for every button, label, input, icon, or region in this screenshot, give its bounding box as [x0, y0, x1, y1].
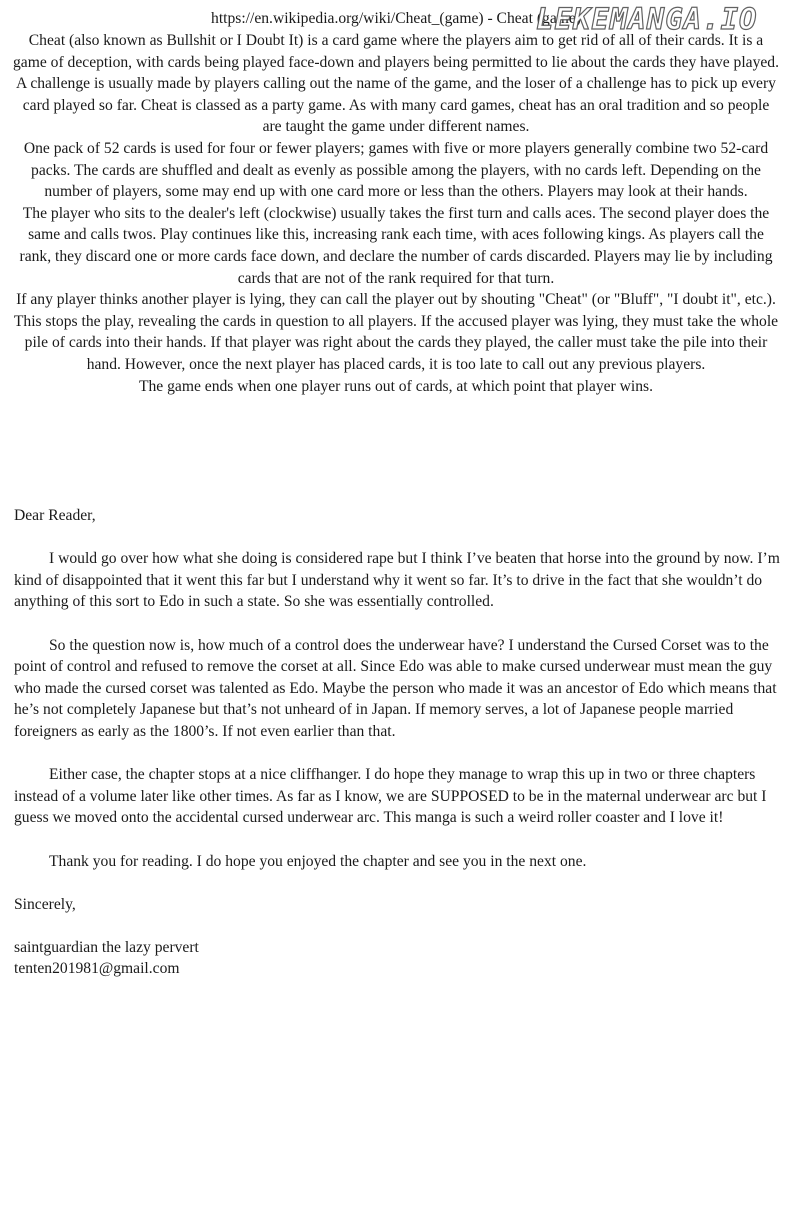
- site-watermark: LEKEMANGA.IO: [536, 2, 758, 36]
- letter-body: [14, 505, 782, 980]
- letter-salutation: Dear Reader,: [14, 507, 96, 524]
- signature-name: saintguardian the lazy pervert: [14, 938, 199, 956]
- excerpt-paragraph: The player who sits to the dealer's left (clockwise) usually takes the first turn and calls aces. The second player does the same and calls twos. Play continues like this, increasing rank each time, with aces following kings. As players call the rank, they discard one or more cards face down, and declare the number of cards discarded. Players may lie by including cards that are not of the rank required for that turn.: [19, 204, 773, 287]
- excerpt-paragraph: Cheat (also known as Bullshit or I Doubt It) is a card game where the players aim to get rid of all of their cards. It is a game of deception, with cards being played face-down and players being permitted to lie about the cards they have played. A challenge is usually made by players calling out the name of the game, and the loser of a challenge has to pick up every card played so far. Cheat is classed as a party game. As with many card games, cheat has an oral tradition and so people are taught the game under different names.: [13, 32, 779, 136]
- letter-closing: Sincerely,: [14, 895, 76, 913]
- letter-paragraph: So the question now is, how much of a control does the underwear have? I understand the Cursed Corset was to the point of control and refused to remove the corset at all. Since Edo was able to make cursed underwear must mean the guy who made the cursed corset was talented as Edo. Maybe the person who made it was an ancestor of Edo which means that he’s not completely Japanese but that’s not unheard of in Japan. If memory serves, a lot of Japanese people married foreigners as early as the 1800’s. If not even earlier than that.: [14, 636, 777, 740]
- letter-paragraph: Thank you for reading. I do hope you enjoyed the chapter and see you in the next one.: [49, 852, 587, 870]
- wikipedia-excerpt: [12, 30, 780, 397]
- excerpt-paragraph: If any player thinks another player is lying, they can call the player out by shouting "Cheat" (or "Bluff", "I doubt it", etc.). This stops the play, revealing the cards in question to all players. If the accused player was lying, they must take the whole pile of cards into their hands. If that player was right about the cards they played, the caller must take the pile into their hand. However, once the next player has placed cards, it is too late to call out any previous players.: [13, 291, 779, 373]
- source-url-line: https://en.wikipedia.org/wiki/Cheat_(game) - Cheat (game): [211, 10, 581, 27]
- excerpt-paragraph: One pack of 52 cards is used for four or fewer players; games with five or more players generally combine two 52-card packs. The cards are shuffled and dealt as evenly as possible among the players, with no cards left. Depending on the number of players, some may end up with one card more or less than the others. Players may look at their hands.: [23, 139, 769, 201]
- signature-email: tenten201981@gmail.com: [14, 960, 180, 978]
- excerpt-paragraph: The game ends when one player runs out of cards, at which point that player wins.: [138, 377, 653, 395]
- letter-paragraph: Either case, the chapter stops at a nice cliffhanger. I do hope they manage to wrap this up in two or three chapters instead of a volume later like other times. As far as I know, we are SUPPOSED to be in the maternal underwear arc but I guess we moved onto the accidental cursed underwear arc. This manga is such a weird roller coaster and I love it!: [14, 766, 767, 827]
- letter-paragraph: I would go over how what she doing is considered rape but I think I’ve beaten that horse into the ground by now. I’m kind of disappointed that it went this far but I understand why it went so far. It’s to drive in the fact that she wouldn’t do anything of this sort to Edo in such a state. So she was essentially controlled.: [14, 550, 780, 611]
